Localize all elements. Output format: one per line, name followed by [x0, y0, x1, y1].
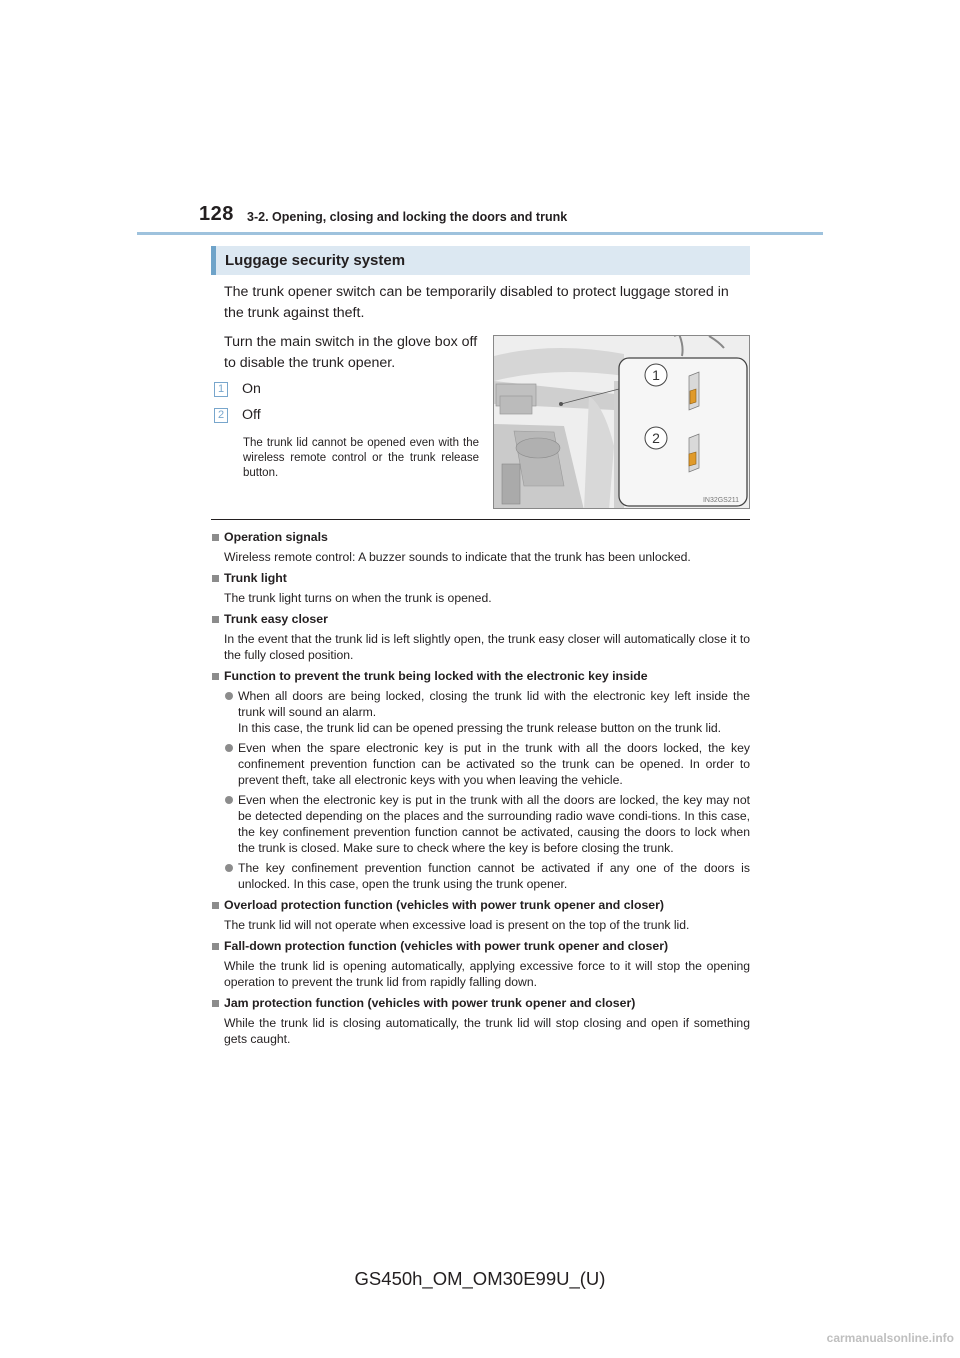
bullet-item: [224, 688, 750, 736]
figure-marker-1: 1: [652, 367, 660, 383]
watermark: carmanualsonline.info: [826, 1331, 954, 1345]
bullet-item: [224, 860, 750, 892]
bullet-text: When all doors are being locked, closing the trunk lid with the electronic key left inside the trunk will sound an alarm.: [238, 689, 750, 719]
note-key-confinement: [211, 668, 750, 892]
section-divider: [211, 519, 750, 520]
note-title: Overload protection function (vehicles with power trunk opener and closer): [211, 897, 750, 913]
document-code: GS450h_OM_OM30E99U_(U): [354, 1268, 606, 1289]
note-trunk-light: [211, 570, 750, 606]
bullet-item: [224, 792, 750, 856]
dashboard-illustration: [494, 336, 750, 509]
note-title: Fall-down protection function (vehicles with power trunk opener and closer): [211, 938, 750, 954]
note-body: While the trunk lid is closing automatically, the trunk lid will stop closing and open if something gets caught.: [224, 1016, 750, 1046]
note-title: Jam protection function (vehicles with power trunk opener and closer): [211, 995, 750, 1011]
notes-list: [211, 529, 750, 1052]
callout-number: 1: [214, 382, 228, 397]
figure-code: IN32GS211: [702, 497, 739, 504]
note-title: Function to prevent the trunk being locked with the electronic key inside: [211, 668, 750, 684]
note-fall-down-protection: [211, 938, 750, 990]
bullet-text: Even when the spare electronic key is put in the trunk with all the doors locked, the key confinement prevention function can be activated so the trunk can be opened. In order to prevent theft, take all electronic keys with you when leaving the vehicle.: [238, 741, 750, 787]
callout-note: The trunk lid cannot be opened even with the wireless remote control or the trunk release button.: [243, 437, 479, 479]
section-title: Luggage security system: [225, 252, 406, 269]
note-body: In the event that the trunk lid is left slightly open, the trunk easy closer will automatically close it to the fully closed position.: [224, 632, 750, 662]
figure-marker-2: 2: [652, 430, 660, 446]
glove-box-switch-figure: [493, 335, 750, 509]
note-overload-protection: [211, 897, 750, 933]
note-body: The trunk light turns on when the trunk is opened.: [224, 591, 492, 605]
note-title: Operation signals: [211, 529, 750, 545]
section-header: [211, 246, 750, 275]
note-body: While the trunk lid is opening automatically, applying excessive force to it will stop the opening operation to prevent the trunk lid from rapidly falling down.: [224, 959, 750, 989]
bullet-text: The key confinement prevention function cannot be activated if any one of the doors is unlocked. In this case, open the trunk using the trunk opener.: [238, 861, 750, 891]
note-title: Trunk light: [211, 570, 750, 586]
note-body: The trunk lid will not operate when excessive load is present on the top of the trunk lid.: [224, 918, 690, 932]
bullet-text: Even when the electronic key is put in the trunk with all the doors are locked, the key may not be detected depending on the places and the surrounding radio wave condi-tions. In this case, the key confinement prevention function cannot be activated, causing the doors to lock when the trunk is closed. Make sure to check where the key is before closing the trunk.: [238, 793, 750, 855]
intro-paragraph: The trunk opener switch can be temporarily disabled to protect luggage stored in the trunk against theft.: [224, 284, 729, 321]
note-operation-signals: [211, 529, 750, 565]
note-trunk-easy-closer: [211, 611, 750, 663]
note-jam-protection: [211, 995, 750, 1047]
note-body: Wireless remote control: A buzzer sounds to indicate that the trunk has been unlocked.: [224, 550, 691, 564]
callout-label: On: [242, 381, 261, 397]
header-rule: [137, 232, 823, 235]
page-number: 128: [199, 203, 234, 225]
callout-label: Off: [242, 407, 261, 423]
note-title: Trunk easy closer: [211, 611, 750, 627]
bullet-item: [224, 740, 750, 788]
bullet-text: In this case, the trunk lid can be opened pressing the trunk release button on the trunk lid.: [238, 721, 722, 735]
chapter-title: 3-2. Opening, closing and locking the doors and trunk: [247, 210, 568, 224]
instruction-paragraph: Turn the main switch in the glove box off to disable the trunk opener.: [224, 334, 478, 371]
callout-number: 2: [214, 408, 228, 423]
